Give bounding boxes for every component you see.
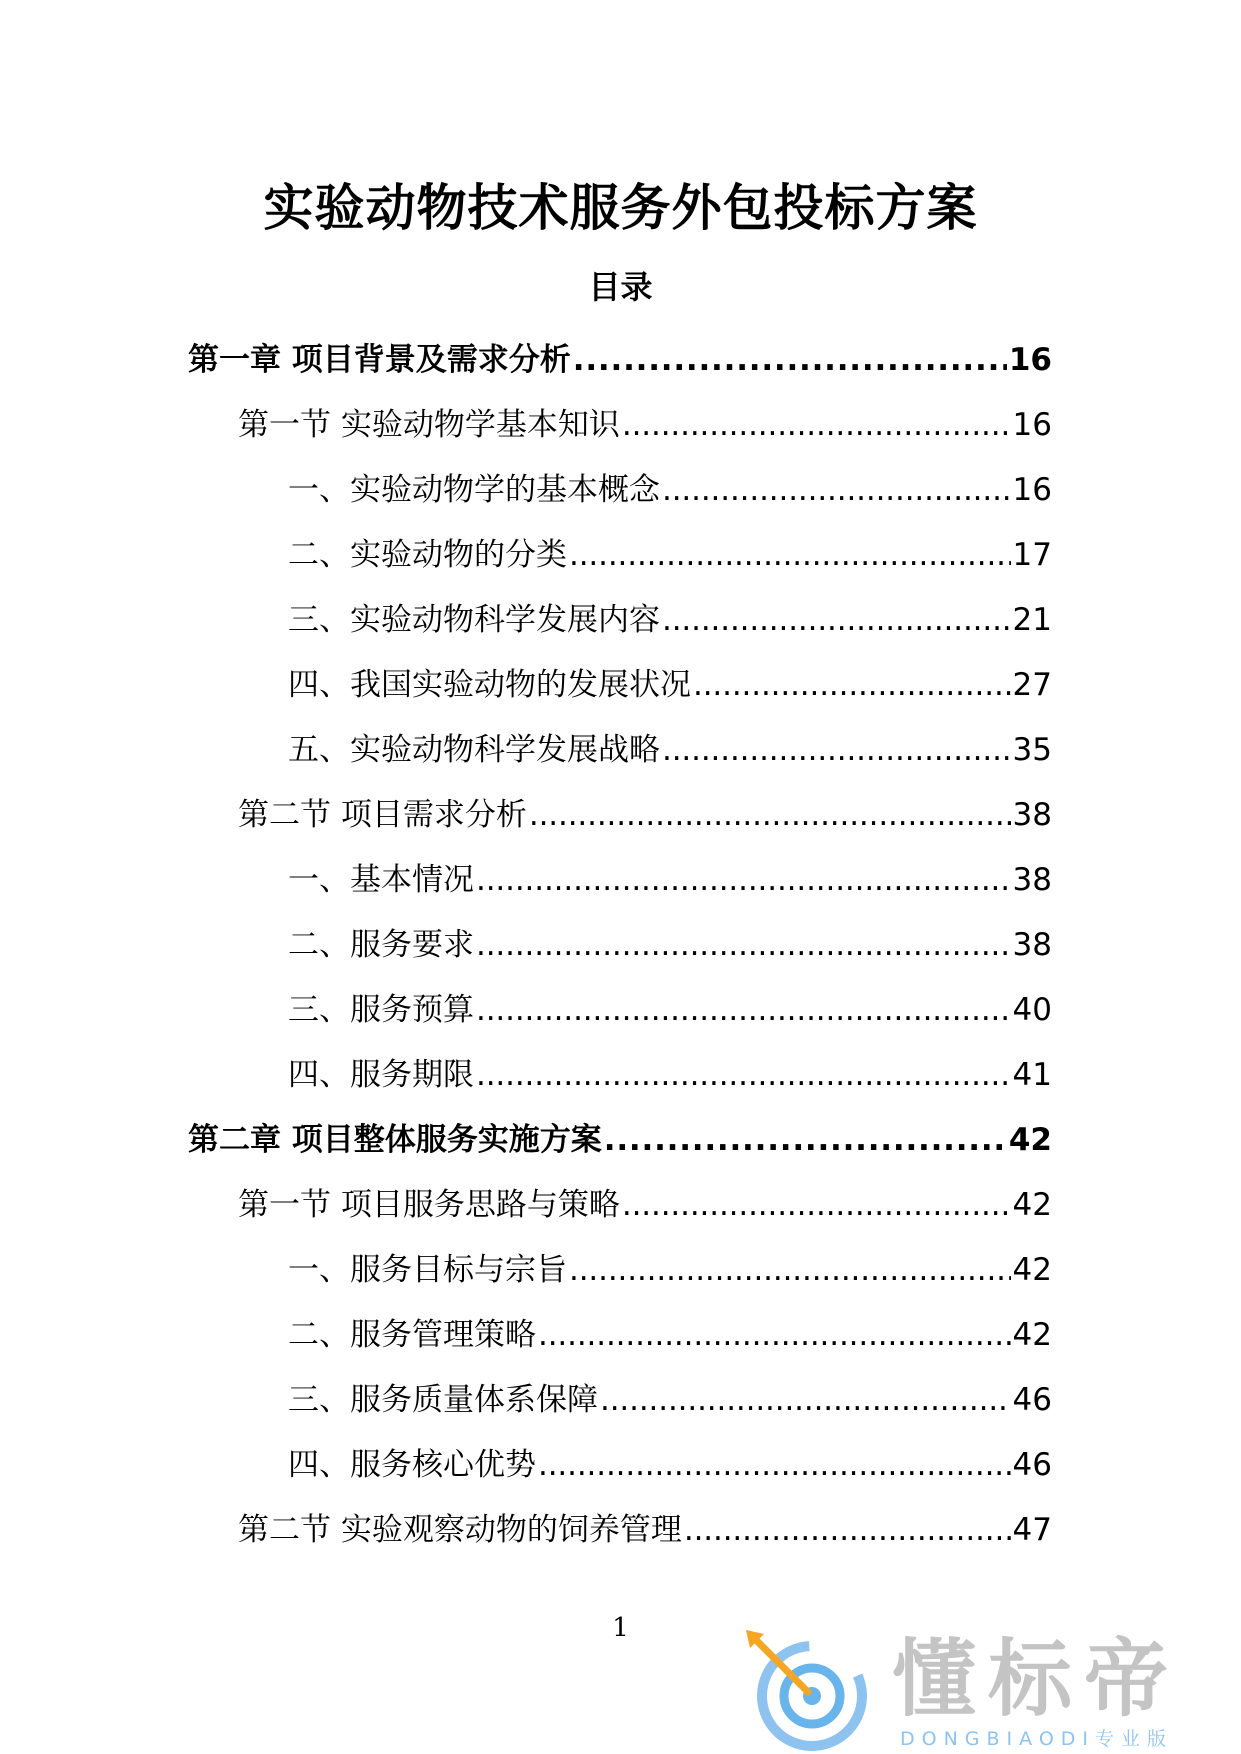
toc-dot-leader bbox=[662, 599, 1011, 641]
toc-entry-title: 第二章 项目整体服务实施方案 bbox=[188, 1121, 602, 1158]
toc-dot-leader bbox=[573, 339, 1007, 381]
toc-entry-title: 三、实验动物科学发展内容 bbox=[288, 601, 660, 638]
toc-dot-leader bbox=[529, 794, 1011, 836]
toc-dot-leader bbox=[476, 989, 1011, 1031]
toc-entry[interactable] bbox=[238, 1172, 1052, 1237]
toc-entry-page: 41 bbox=[1012, 1056, 1052, 1093]
toc-entry[interactable] bbox=[288, 1432, 1052, 1497]
toc-dot-leader bbox=[662, 729, 1011, 771]
toc-dot-leader bbox=[622, 1184, 1011, 1226]
toc-entry[interactable] bbox=[238, 1497, 1052, 1562]
toc-dot-leader bbox=[538, 1314, 1011, 1356]
toc-entry-page: 46 bbox=[1012, 1446, 1052, 1483]
toc-entry[interactable] bbox=[288, 977, 1052, 1042]
toc-dot-leader bbox=[684, 1509, 1011, 1551]
toc-entry-page: 16 bbox=[1012, 471, 1052, 508]
toc-entry-title: 三、服务质量体系保障 bbox=[288, 1381, 598, 1418]
toc-entry-page: 40 bbox=[1012, 991, 1052, 1028]
toc-entry-title: 三、服务预算 bbox=[288, 991, 474, 1028]
toc-dot-leader bbox=[622, 404, 1011, 446]
toc-entry-title: 一、服务目标与宗旨 bbox=[288, 1251, 567, 1288]
toc-entry[interactable] bbox=[188, 327, 1052, 392]
toc-entry-title: 第一章 项目背景及需求分析 bbox=[188, 341, 571, 378]
page-number: 1 bbox=[612, 1613, 629, 1643]
toc-entry[interactable] bbox=[238, 782, 1052, 847]
toc-entry-title: 四、我国实验动物的发展状况 bbox=[288, 666, 691, 703]
toc-entry-page: 38 bbox=[1012, 926, 1052, 963]
toc-entry-title: 第一节 项目服务思路与策略 bbox=[238, 1186, 620, 1223]
toc-entry[interactable] bbox=[288, 1367, 1052, 1432]
toc-entry-page: 38 bbox=[1012, 796, 1052, 833]
toc-entry-title: 五、实验动物科学发展战略 bbox=[288, 731, 660, 768]
watermark-brand: 懂标帝 bbox=[892, 1630, 1181, 1728]
toc-entry-page: 27 bbox=[1012, 666, 1052, 703]
toc-entry[interactable] bbox=[288, 522, 1052, 587]
table-of-contents bbox=[0, 327, 1241, 1562]
toc-entry[interactable] bbox=[288, 457, 1052, 522]
toc-entry-title: 第二节 项目需求分析 bbox=[238, 796, 527, 833]
toc-entry-title: 第二节 实验观察动物的饲养管理 bbox=[238, 1511, 682, 1548]
watermark-subtitle: DONGBIAODI专业版 bbox=[900, 1728, 1174, 1750]
toc-dot-leader bbox=[569, 1249, 1011, 1291]
toc-entry[interactable] bbox=[288, 652, 1052, 717]
toc-entry-title: 四、服务期限 bbox=[288, 1056, 474, 1093]
toc-entry-page: 42 bbox=[1012, 1186, 1052, 1223]
toc-entry[interactable] bbox=[288, 1302, 1052, 1367]
toc-entry-page: 21 bbox=[1012, 601, 1052, 638]
toc-entry-page: 46 bbox=[1012, 1381, 1052, 1418]
toc-entry[interactable] bbox=[238, 392, 1052, 457]
toc-entry-title: 第一节 实验动物学基本知识 bbox=[238, 406, 620, 443]
toc-dot-leader bbox=[604, 1119, 1007, 1161]
toc-dot-leader bbox=[693, 664, 1011, 706]
toc-entry[interactable] bbox=[288, 1237, 1052, 1302]
toc-entry-title: 二、服务管理策略 bbox=[288, 1316, 536, 1353]
toc-entry-title: 一、实验动物学的基本概念 bbox=[288, 471, 660, 508]
toc-entry-page: 42 bbox=[1012, 1316, 1052, 1353]
document-title: 实验动物技术服务外包投标方案 bbox=[263, 179, 978, 237]
toc-entry-page: 35 bbox=[1012, 731, 1052, 768]
toc-entry-title: 四、服务核心优势 bbox=[288, 1446, 536, 1483]
toc-entry-page: 16 bbox=[1008, 341, 1052, 378]
toc-dot-leader bbox=[476, 1054, 1011, 1096]
toc-entry[interactable] bbox=[288, 847, 1052, 912]
toc-entry[interactable] bbox=[288, 1042, 1052, 1107]
toc-dot-leader bbox=[600, 1379, 1011, 1421]
toc-entry-page: 47 bbox=[1012, 1511, 1052, 1548]
toc-heading: 目录 bbox=[588, 268, 653, 306]
toc-dot-leader bbox=[538, 1444, 1011, 1486]
toc-entry-title: 二、服务要求 bbox=[288, 926, 474, 963]
toc-entry-page: 42 bbox=[1012, 1251, 1052, 1288]
watermark bbox=[742, 1628, 1212, 1748]
toc-entry-page: 16 bbox=[1012, 406, 1052, 443]
toc-entry[interactable] bbox=[288, 912, 1052, 977]
toc-dot-leader bbox=[569, 534, 1011, 576]
toc-entry-page: 38 bbox=[1012, 861, 1052, 898]
toc-entry[interactable] bbox=[288, 587, 1052, 652]
toc-entry[interactable] bbox=[288, 717, 1052, 782]
target-dart-icon bbox=[742, 1628, 874, 1754]
toc-dot-leader bbox=[662, 469, 1011, 511]
toc-entry-page: 17 bbox=[1012, 536, 1052, 573]
toc-entry-title: 一、基本情况 bbox=[288, 861, 474, 898]
toc-entry-title: 二、实验动物的分类 bbox=[288, 536, 567, 573]
toc-entry-page: 42 bbox=[1008, 1121, 1052, 1158]
toc-dot-leader bbox=[476, 859, 1011, 901]
toc-dot-leader bbox=[476, 924, 1011, 966]
toc-entry[interactable] bbox=[188, 1107, 1052, 1172]
